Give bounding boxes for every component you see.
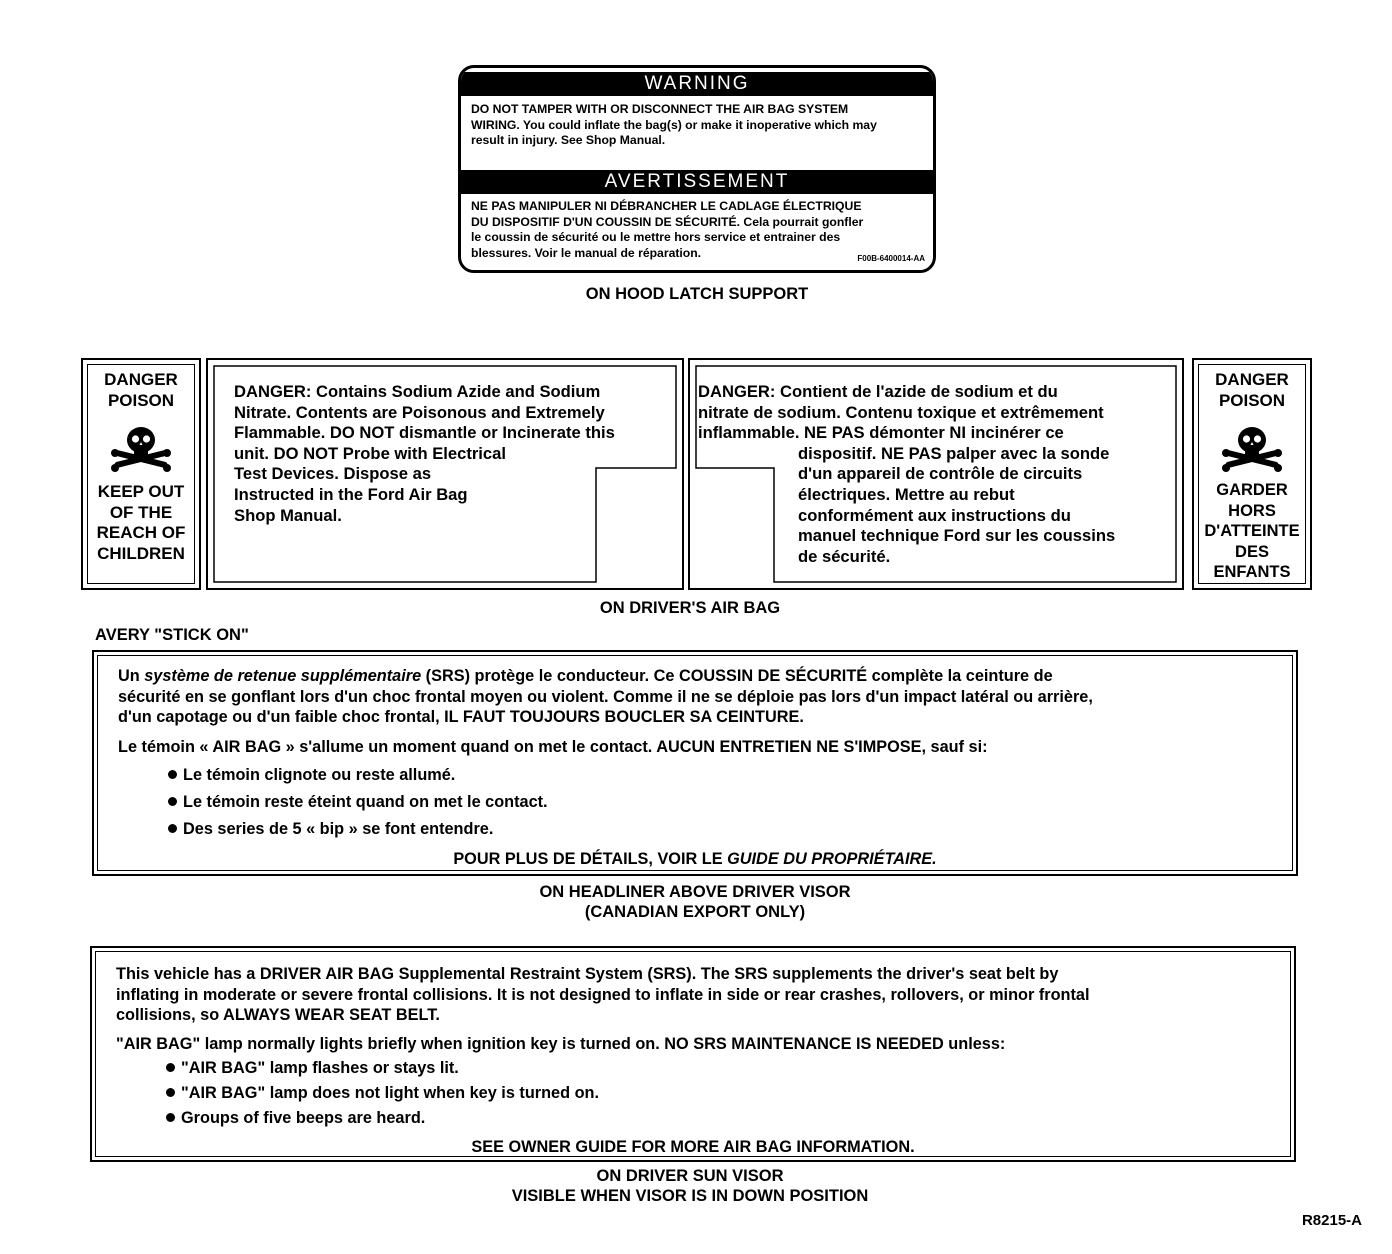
english-para-1: This vehicle has a DRIVER AIR BAG Supplemental Restraint System (SRS). The SRS supplements the driver's seat belt by inflating in moderate or severe frontal collisions. It is not designed to inflate in side or rear crashes, rollovers, or minor frontal collisions, so ALWAYS WEAR SEAT BELT. xyxy=(116,965,1090,1025)
bullet-icon xyxy=(168,824,177,833)
skull-crossbones-icon xyxy=(110,420,172,476)
caption-headliner: ON HEADLINER ABOVE DRIVER VISOR (CANADIAN EXPORT ONLY) xyxy=(539,883,851,921)
english-para-2: "AIR BAG" lamp normally lights briefly when ignition key is turned on. NO SRS MAINTENANCE IS NEEDED unless: xyxy=(116,1035,1006,1053)
right-panel-heading: DANGER POISON xyxy=(1215,370,1289,410)
list-item: "AIR BAG" lamp flashes or stays lit. xyxy=(166,1058,599,1078)
english-bullet-list xyxy=(166,1058,599,1128)
french-para-2: Le témoin « AIR BAG » s'allume un moment quand on met le contact. AUCUN ENTRETIEN NE S'IMPOSE, sauf si: xyxy=(118,738,988,756)
bullet-icon xyxy=(166,1063,175,1072)
hood-warning-label xyxy=(458,65,936,273)
left-poison-panel xyxy=(81,358,201,590)
list-item: Groups of five beeps are heard. xyxy=(166,1108,599,1128)
french-para-1: Un système de retenue supplémentaire (SRS) protège le conducteur. Ce COUSSIN DE SÉCURITÉ complète la ceinture de sécurité en se gonflant lors d'un choc frontal moyen ou violent. Comme il ne se déploie pas lors d'un impact latéral ou arrière, d'un capotage ou d'un faible choc frontal, IL FAUT TOUJOURS BOUCLER SA CEINTURE. xyxy=(118,667,1093,727)
left-panel-warning: KEEP OUT OF THE REACH OF CHILDREN xyxy=(96,482,186,563)
avertissement-text: NE PAS MANIPULER NI DÉBRANCHER LE CADLAGE ÉLECTRIQUE DU DISPOSITIF D'UN COUSSIN DE SÉCURITÉ. Cela pourrait gonfler le coussin de sécurité ou le mettre hors service et entrainer des blessures. Voir le manual de réparation. xyxy=(471,199,864,260)
caption-visor: ON DRIVER SUN VISOR VISIBLE WHEN VISOR IS IN DOWN POSITION xyxy=(511,1167,869,1205)
avertissement-title: AVERTISSEMENT xyxy=(461,170,933,194)
bullet-icon xyxy=(166,1088,175,1097)
skull-crossbones-icon xyxy=(1221,420,1283,476)
french-headliner-label xyxy=(92,650,1298,876)
warning-text: DO NOT TAMPER WITH OR DISCONNECT THE AIR BAG SYSTEM WIRING. You could inflate the bag(s) or make it inoperative which may result in injury. See Shop Manual. xyxy=(471,102,877,147)
french-danger-text: DANGER: Contient de l'azide de sodium et du nitrate de sodium. Contenu toxique et extrêmement inflammable. NE PAS démonter NI incinérer ce dispositif. NE PAS palper avec la sonde d'un appareil de contrôle de circuits électriques. Mettre au rebut conformément aux instructions du manuel technique Ford sur les coussins de sécurité. xyxy=(698,382,1116,566)
list-item: Le témoin clignote ou reste allumé. xyxy=(168,765,548,785)
right-panel-warning: GARDER HORS D'ATTEINTE DES ENFANTS xyxy=(1204,481,1300,581)
french-bullet-list xyxy=(168,765,548,839)
avery-label: AVERY "STICK ON" xyxy=(95,626,249,644)
bullet-icon xyxy=(168,770,177,779)
figure-reference: R8215-A xyxy=(1301,1212,1362,1229)
english-danger-panel xyxy=(206,358,684,590)
list-item: Le témoin reste éteint quand on met le contact. xyxy=(168,792,548,812)
french-footer: POUR PLUS DE DÉTAILS, VOIR LE GUIDE DU PROPRIÉTAIRE. xyxy=(453,850,937,868)
list-item: Des series de 5 « bip » se font entendre. xyxy=(168,819,548,839)
list-item: "AIR BAG" lamp does not light when key is turned on. xyxy=(166,1083,599,1103)
right-poison-panel xyxy=(1192,358,1312,590)
caption-driver-airbag: ON DRIVER'S AIR BAG xyxy=(599,599,781,617)
english-visor-label xyxy=(90,946,1296,1162)
french-danger-panel xyxy=(688,358,1184,590)
bullet-icon xyxy=(166,1113,175,1122)
warning-title: WARNING xyxy=(461,72,933,96)
part-code: F00B-6400014-AA xyxy=(857,254,925,263)
english-danger-text: DANGER: Contains Sodium Azide and Sodium Nitrate. Contents are Poisonous and Extremely Flammable. DO NOT dismantle or Incinerate this unit. DO NOT Probe with Electrical Test Devices. Dispose as Instructed in the Ford Air Bag Shop Manual. xyxy=(234,382,615,525)
left-panel-heading: DANGER POISON xyxy=(104,370,178,410)
english-footer: SEE OWNER GUIDE FOR MORE AIR BAG INFORMATION. xyxy=(471,1138,915,1156)
caption-hood: ON HOOD LATCH SUPPORT xyxy=(585,285,809,303)
bullet-icon xyxy=(168,797,177,806)
